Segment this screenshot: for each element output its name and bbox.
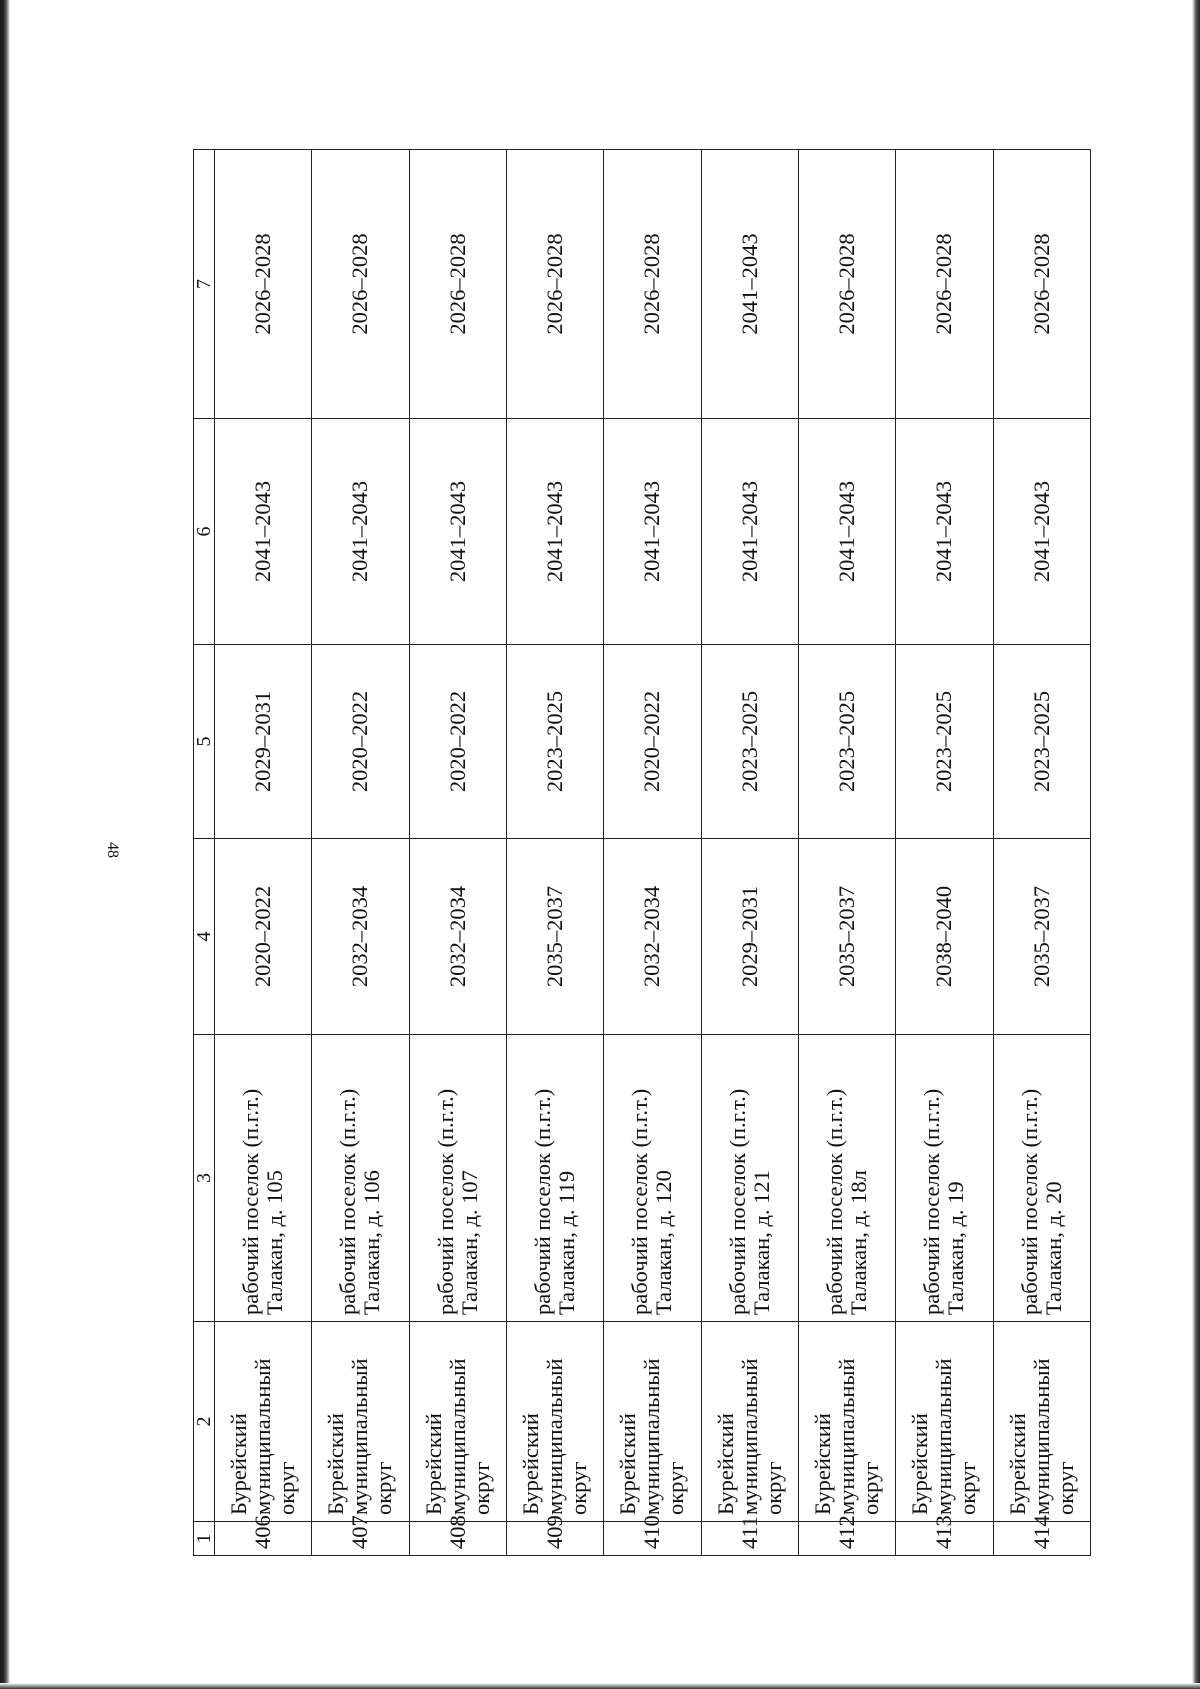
period-col5-cell: 2023–2025 [993,645,1090,839]
address-line-1: рабочий поселок (п.г.т.) [1016,1088,1042,1315]
period-col4-cell: 2032–2034 [312,839,409,1035]
address-cell [993,1035,1090,1322]
period-col6-cell: 2041–2043 [798,419,895,645]
period-col7-cell: 2026–2028 [993,150,1090,419]
row-number-cell: 414 [993,1522,1090,1556]
column-header: 4 [194,839,215,1035]
period-col6-cell: 2041–2043 [506,419,603,645]
period-col5-cell: 2023–2025 [798,645,895,839]
row-number-cell: 407 [312,1522,409,1556]
period-col5-cell: 2023–2025 [701,645,798,839]
address-line-1: рабочий поселок (п.г.т.) [238,1088,264,1315]
period-col5-cell: 2020–2022 [312,645,409,839]
district-cell: Бурейский муниципальный округ [506,1322,603,1522]
period-col6-cell: 2041–2043 [215,419,312,645]
address-cell [312,1035,409,1322]
row-number-cell: 410 [604,1522,701,1556]
address-line-1: рабочий поселок (п.г.т.) [627,1088,653,1315]
scan-edge-right [1192,0,1200,1689]
rotated-table-container [193,150,1091,1556]
period-col5-cell: 2020–2022 [409,645,506,839]
period-col5-cell: 2023–2025 [506,645,603,839]
period-col7-cell: 2026–2028 [506,150,603,419]
column-header: 7 [194,150,215,419]
table-header-row [194,150,215,1556]
scan-edge-bottom [0,1683,1200,1689]
period-col7-cell: 2026–2028 [896,150,993,419]
period-col6-cell: 2041–2043 [312,419,409,645]
district-cell: Бурейский муниципальный округ [993,1322,1090,1522]
district-cell: Бурейский муниципальный округ [896,1322,993,1522]
table-row [896,150,993,1556]
address-line-1: рабочий поселок (п.г.т.) [724,1088,750,1315]
period-col7-cell: 2026–2028 [798,150,895,419]
address-cell [701,1035,798,1322]
address-line-2: Талакан, д. 20 [1040,1181,1066,1315]
period-col7-cell: 2041–2043 [701,150,798,419]
period-col4-cell: 2035–2037 [798,839,895,1035]
district-cell: Бурейский муниципальный округ [312,1322,409,1522]
address-line-2: Талакан, д. 121 [748,1170,774,1315]
address-cell [604,1035,701,1322]
table-row [215,150,312,1556]
period-col5-cell: 2023–2025 [896,645,993,839]
row-number-cell: 408 [409,1522,506,1556]
period-col6-cell: 2041–2043 [701,419,798,645]
address-cell [896,1035,993,1322]
table-row [798,150,895,1556]
period-col6-cell: 2041–2043 [896,419,993,645]
table-row [701,150,798,1556]
period-col5-cell: 2029–2031 [215,645,312,839]
page-number: 48 [104,842,121,858]
row-number-cell: 406 [215,1522,312,1556]
district-cell: Бурейский муниципальный округ [604,1322,701,1522]
address-cell [409,1035,506,1322]
row-number-cell: 411 [701,1522,798,1556]
table-row [409,150,506,1556]
address-line-1: рабочий поселок (п.г.т.) [335,1088,361,1315]
period-col4-cell: 2035–2037 [506,839,603,1035]
scan-edge-left [0,0,10,1689]
district-cell: Бурейский муниципальный округ [215,1322,312,1522]
row-number-cell: 412 [798,1522,895,1556]
district-cell: Бурейский муниципальный округ [798,1322,895,1522]
column-header: 6 [194,419,215,645]
period-col4-cell: 2035–2037 [993,839,1090,1035]
district-cell: Бурейский муниципальный округ [701,1322,798,1522]
address-line-2: Талакан, д. 105 [262,1170,288,1315]
address-cell [506,1035,603,1322]
period-col6-cell: 2041–2043 [604,419,701,645]
district-cell: Бурейский муниципальный округ [409,1322,506,1522]
table-row [312,150,409,1556]
data-table [193,149,1091,1556]
period-col4-cell: 2020–2022 [215,839,312,1035]
address-line-1: рабочий поселок (п.г.т.) [530,1088,556,1315]
address-line-2: Талакан, д. 106 [359,1170,385,1315]
period-col4-cell: 2038–2040 [896,839,993,1035]
address-line-1: рабочий поселок (п.г.т.) [919,1088,945,1315]
address-line-2: Талакан, д. 120 [651,1170,677,1315]
column-header: 3 [194,1035,215,1322]
period-col7-cell: 2026–2028 [312,150,409,419]
address-line-2: Талакан, д. 18л [846,1170,872,1315]
column-header: 1 [194,1522,215,1556]
table-row [506,150,603,1556]
column-header: 5 [194,645,215,839]
table-row [604,150,701,1556]
period-col4-cell: 2032–2034 [604,839,701,1035]
period-col6-cell: 2041–2043 [409,419,506,645]
address-line-2: Талакан, д. 119 [554,1170,580,1315]
address-cell [215,1035,312,1322]
period-col5-cell: 2020–2022 [604,645,701,839]
row-number-cell: 413 [896,1522,993,1556]
table-row [993,150,1090,1556]
period-col4-cell: 2029–2031 [701,839,798,1035]
address-line-2: Талакан, д. 19 [943,1181,969,1315]
row-number-cell: 409 [506,1522,603,1556]
address-line-1: рабочий поселок (п.г.т.) [822,1088,848,1315]
address-line-2: Талакан, д. 107 [456,1170,482,1315]
period-col6-cell: 2041–2043 [993,419,1090,645]
period-col7-cell: 2026–2028 [604,150,701,419]
period-col4-cell: 2032–2034 [409,839,506,1035]
period-col7-cell: 2026–2028 [409,150,506,419]
address-cell [798,1035,895,1322]
address-line-1: рабочий поселок (п.г.т.) [432,1088,458,1315]
column-header: 2 [194,1322,215,1522]
period-col7-cell: 2026–2028 [215,150,312,419]
